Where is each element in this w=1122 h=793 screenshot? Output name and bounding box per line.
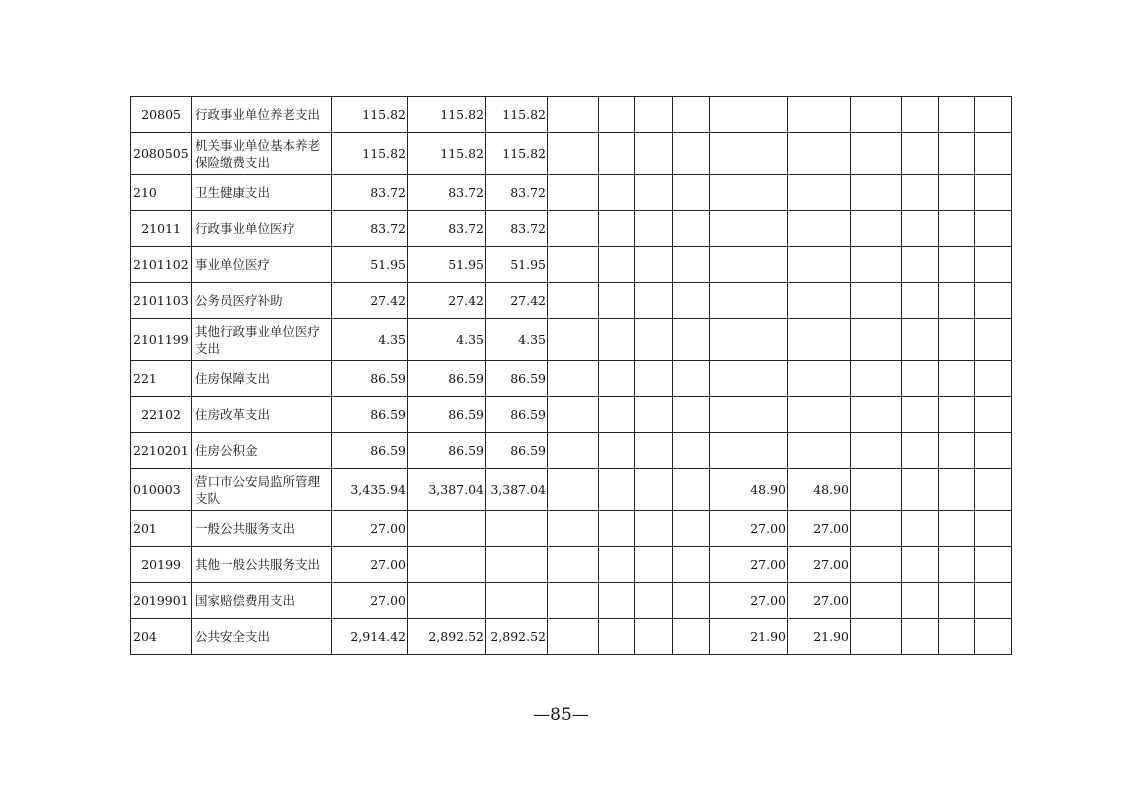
amount-cell: 21.90 — [788, 619, 851, 655]
subject-code-cell: 010003 — [131, 469, 192, 511]
amount-cell — [788, 175, 851, 211]
amount-cell — [673, 361, 710, 397]
amount-cell: 86.59 — [408, 361, 486, 397]
amount-cell: 27.42 — [332, 283, 408, 319]
amount-cell — [939, 133, 975, 175]
amount-cell — [902, 511, 939, 547]
amount-cell: 27.00 — [332, 511, 408, 547]
subject-name-cell: 其他一般公共服务支出 — [192, 547, 332, 583]
amount-cell — [673, 283, 710, 319]
amount-cell — [939, 583, 975, 619]
amount-cell: 83.72 — [408, 211, 486, 247]
subject-name-cell: 营口市公安局监所管理支队 — [192, 469, 332, 511]
table-row — [131, 433, 1012, 469]
subject-code-cell: 21011 — [131, 211, 192, 247]
subject-name-cell: 卫生健康支出 — [192, 175, 332, 211]
amount-cell — [673, 583, 710, 619]
amount-cell — [939, 397, 975, 433]
amount-cell — [635, 211, 673, 247]
table-row — [131, 211, 1012, 247]
amount-cell — [788, 397, 851, 433]
subject-name-cell: 行政事业单位养老支出 — [192, 97, 332, 133]
subject-name-cell: 机关事业单位基本养老保险缴费支出 — [192, 133, 332, 175]
subject-name-cell: 公务员医疗补助 — [192, 283, 332, 319]
amount-cell — [975, 511, 1012, 547]
amount-cell: 27.00 — [788, 547, 851, 583]
amount-cell: 48.90 — [788, 469, 851, 511]
amount-cell: 115.82 — [332, 97, 408, 133]
amount-cell: 86.59 — [486, 361, 548, 397]
amount-cell: 3,387.04 — [408, 469, 486, 511]
table-row — [131, 397, 1012, 433]
budget-table — [130, 96, 1012, 655]
amount-cell — [635, 133, 673, 175]
amount-cell — [710, 361, 788, 397]
amount-cell — [975, 547, 1012, 583]
table-body — [131, 97, 1012, 655]
amount-cell — [788, 133, 851, 175]
amount-cell — [673, 511, 710, 547]
amount-cell — [486, 511, 548, 547]
amount-cell — [599, 469, 635, 511]
amount-cell — [902, 361, 939, 397]
amount-cell — [788, 211, 851, 247]
amount-cell: 115.82 — [332, 133, 408, 175]
amount-cell: 27.00 — [710, 511, 788, 547]
table-row — [131, 283, 1012, 319]
amount-cell — [902, 175, 939, 211]
amount-cell — [635, 583, 673, 619]
amount-cell: 51.95 — [486, 247, 548, 283]
amount-cell — [851, 97, 902, 133]
amount-cell — [673, 397, 710, 433]
amount-cell — [851, 283, 902, 319]
amount-cell — [851, 547, 902, 583]
amount-cell — [788, 319, 851, 361]
amount-cell — [902, 247, 939, 283]
amount-cell — [673, 211, 710, 247]
amount-cell — [673, 547, 710, 583]
amount-cell — [851, 619, 902, 655]
amount-cell — [673, 619, 710, 655]
amount-cell: 83.72 — [486, 211, 548, 247]
amount-cell — [975, 283, 1012, 319]
amount-cell — [635, 433, 673, 469]
amount-cell — [975, 619, 1012, 655]
amount-cell — [902, 433, 939, 469]
amount-cell — [939, 97, 975, 133]
amount-cell — [939, 247, 975, 283]
amount-cell — [975, 319, 1012, 361]
amount-cell — [635, 397, 673, 433]
subject-name-cell: 住房公积金 — [192, 433, 332, 469]
amount-cell — [548, 247, 599, 283]
amount-cell: 2,892.52 — [408, 619, 486, 655]
amount-cell — [902, 283, 939, 319]
amount-cell — [851, 469, 902, 511]
amount-cell: 4.35 — [408, 319, 486, 361]
table-row — [131, 547, 1012, 583]
subject-code-cell: 201 — [131, 511, 192, 547]
amount-cell — [939, 433, 975, 469]
amount-cell — [975, 583, 1012, 619]
subject-name-cell: 事业单位医疗 — [192, 247, 332, 283]
amount-cell: 86.59 — [408, 397, 486, 433]
subject-name-cell: 住房改革支出 — [192, 397, 332, 433]
subject-code-cell: 2101102 — [131, 247, 192, 283]
amount-cell — [408, 547, 486, 583]
amount-cell — [939, 511, 975, 547]
amount-cell: 27.42 — [408, 283, 486, 319]
amount-cell — [710, 211, 788, 247]
amount-cell — [599, 511, 635, 547]
subject-code-cell: 2101103 — [131, 283, 192, 319]
amount-cell — [548, 361, 599, 397]
amount-cell — [599, 547, 635, 583]
subject-name-cell: 一般公共服务支出 — [192, 511, 332, 547]
amount-cell: 86.59 — [332, 433, 408, 469]
amount-cell — [548, 547, 599, 583]
amount-cell — [548, 511, 599, 547]
amount-cell — [548, 583, 599, 619]
amount-cell — [635, 511, 673, 547]
amount-cell — [599, 133, 635, 175]
amount-cell — [673, 97, 710, 133]
amount-cell — [599, 619, 635, 655]
table-row — [131, 583, 1012, 619]
subject-name-cell: 公共安全支出 — [192, 619, 332, 655]
amount-cell — [408, 583, 486, 619]
amount-cell — [710, 397, 788, 433]
page-number: —85— — [533, 705, 589, 725]
subject-code-cell: 204 — [131, 619, 192, 655]
amount-cell — [975, 247, 1012, 283]
amount-cell: 83.72 — [408, 175, 486, 211]
amount-cell — [975, 433, 1012, 469]
amount-cell — [548, 619, 599, 655]
amount-cell: 2,914.42 — [332, 619, 408, 655]
amount-cell — [939, 547, 975, 583]
subject-code-cell: 210 — [131, 175, 192, 211]
amount-cell: 4.35 — [486, 319, 548, 361]
amount-cell — [710, 247, 788, 283]
amount-cell — [599, 97, 635, 133]
amount-cell — [635, 469, 673, 511]
amount-cell — [851, 247, 902, 283]
amount-cell: 83.72 — [332, 175, 408, 211]
amount-cell: 86.59 — [408, 433, 486, 469]
amount-cell — [851, 211, 902, 247]
amount-cell — [851, 433, 902, 469]
amount-cell — [599, 397, 635, 433]
table-row — [131, 133, 1012, 175]
amount-cell — [635, 175, 673, 211]
amount-cell — [710, 319, 788, 361]
amount-cell — [939, 619, 975, 655]
amount-cell — [902, 547, 939, 583]
amount-cell: 115.82 — [408, 97, 486, 133]
amount-cell — [902, 397, 939, 433]
amount-cell — [939, 175, 975, 211]
amount-cell — [599, 319, 635, 361]
table-row — [131, 247, 1012, 283]
amount-cell — [710, 133, 788, 175]
amount-cell — [673, 469, 710, 511]
subject-code-cell: 2101199 — [131, 319, 192, 361]
amount-cell — [635, 547, 673, 583]
amount-cell: 2,892.52 — [486, 619, 548, 655]
amount-cell: 21.90 — [710, 619, 788, 655]
amount-cell — [599, 211, 635, 247]
table-row — [131, 619, 1012, 655]
amount-cell — [975, 211, 1012, 247]
amount-cell — [548, 211, 599, 247]
amount-cell — [599, 583, 635, 619]
amount-cell — [851, 133, 902, 175]
amount-cell: 115.82 — [486, 133, 548, 175]
amount-cell — [939, 361, 975, 397]
amount-cell — [975, 397, 1012, 433]
amount-cell — [902, 319, 939, 361]
amount-cell — [788, 97, 851, 133]
amount-cell — [548, 283, 599, 319]
amount-cell: 115.82 — [486, 97, 548, 133]
amount-cell: 86.59 — [332, 361, 408, 397]
amount-cell: 27.00 — [710, 583, 788, 619]
amount-cell — [902, 469, 939, 511]
amount-cell — [710, 283, 788, 319]
amount-cell: 86.59 — [332, 397, 408, 433]
amount-cell — [673, 175, 710, 211]
amount-cell: 27.00 — [788, 583, 851, 619]
amount-cell — [975, 469, 1012, 511]
amount-cell — [975, 175, 1012, 211]
amount-cell — [635, 619, 673, 655]
amount-cell — [548, 175, 599, 211]
amount-cell — [548, 97, 599, 133]
subject-name-cell: 国家赔偿费用支出 — [192, 583, 332, 619]
amount-cell — [902, 211, 939, 247]
table-row — [131, 175, 1012, 211]
amount-cell — [599, 361, 635, 397]
amount-cell — [486, 547, 548, 583]
amount-cell: 115.82 — [408, 133, 486, 175]
amount-cell — [635, 319, 673, 361]
amount-cell: 51.95 — [408, 247, 486, 283]
amount-cell — [939, 469, 975, 511]
table-row — [131, 319, 1012, 361]
subject-code-cell: 2210201 — [131, 433, 192, 469]
amount-cell — [851, 583, 902, 619]
subject-code-cell: 20805 — [131, 97, 192, 133]
amount-cell — [788, 283, 851, 319]
amount-cell — [548, 397, 599, 433]
amount-cell — [788, 433, 851, 469]
amount-cell — [788, 361, 851, 397]
amount-cell — [939, 283, 975, 319]
amount-cell — [902, 619, 939, 655]
amount-cell: 48.90 — [710, 469, 788, 511]
amount-cell — [599, 433, 635, 469]
amount-cell — [548, 469, 599, 511]
table-row — [131, 469, 1012, 511]
amount-cell — [408, 511, 486, 547]
amount-cell: 4.35 — [332, 319, 408, 361]
amount-cell — [635, 283, 673, 319]
amount-cell: 3,435.94 — [332, 469, 408, 511]
amount-cell: 83.72 — [332, 211, 408, 247]
amount-cell — [788, 247, 851, 283]
amount-cell — [975, 361, 1012, 397]
amount-cell — [710, 433, 788, 469]
subject-code-cell: 2019901 — [131, 583, 192, 619]
amount-cell — [599, 283, 635, 319]
table-row — [131, 511, 1012, 547]
amount-cell — [599, 247, 635, 283]
amount-cell — [599, 175, 635, 211]
amount-cell — [975, 97, 1012, 133]
amount-cell — [635, 361, 673, 397]
amount-cell — [486, 583, 548, 619]
subject-name-cell: 住房保障支出 — [192, 361, 332, 397]
amount-cell: 86.59 — [486, 397, 548, 433]
amount-cell — [673, 247, 710, 283]
amount-cell — [548, 133, 599, 175]
amount-cell — [975, 133, 1012, 175]
amount-cell — [939, 319, 975, 361]
amount-cell — [902, 583, 939, 619]
amount-cell — [939, 211, 975, 247]
amount-cell — [902, 133, 939, 175]
amount-cell: 27.00 — [332, 583, 408, 619]
amount-cell — [851, 397, 902, 433]
amount-cell: 3,387.04 — [486, 469, 548, 511]
subject-name-cell: 其他行政事业单位医疗支出 — [192, 319, 332, 361]
amount-cell — [673, 433, 710, 469]
amount-cell — [710, 97, 788, 133]
subject-code-cell: 221 — [131, 361, 192, 397]
amount-cell — [673, 133, 710, 175]
amount-cell — [851, 175, 902, 211]
subject-code-cell: 22102 — [131, 397, 192, 433]
amount-cell: 27.00 — [788, 511, 851, 547]
amount-cell: 51.95 — [332, 247, 408, 283]
table-row — [131, 97, 1012, 133]
amount-cell: 27.00 — [332, 547, 408, 583]
amount-cell — [548, 433, 599, 469]
amount-cell: 83.72 — [486, 175, 548, 211]
subject-code-cell: 20199 — [131, 547, 192, 583]
amount-cell — [710, 175, 788, 211]
amount-cell — [902, 97, 939, 133]
amount-cell — [851, 319, 902, 361]
subject-name-cell: 行政事业单位医疗 — [192, 211, 332, 247]
amount-cell: 27.42 — [486, 283, 548, 319]
amount-cell — [673, 319, 710, 361]
amount-cell — [548, 319, 599, 361]
amount-cell: 86.59 — [486, 433, 548, 469]
amount-cell — [635, 97, 673, 133]
amount-cell — [851, 511, 902, 547]
amount-cell: 27.00 — [710, 547, 788, 583]
amount-cell — [635, 247, 673, 283]
table-row — [131, 361, 1012, 397]
amount-cell — [851, 361, 902, 397]
subject-code-cell: 2080505 — [131, 133, 192, 175]
